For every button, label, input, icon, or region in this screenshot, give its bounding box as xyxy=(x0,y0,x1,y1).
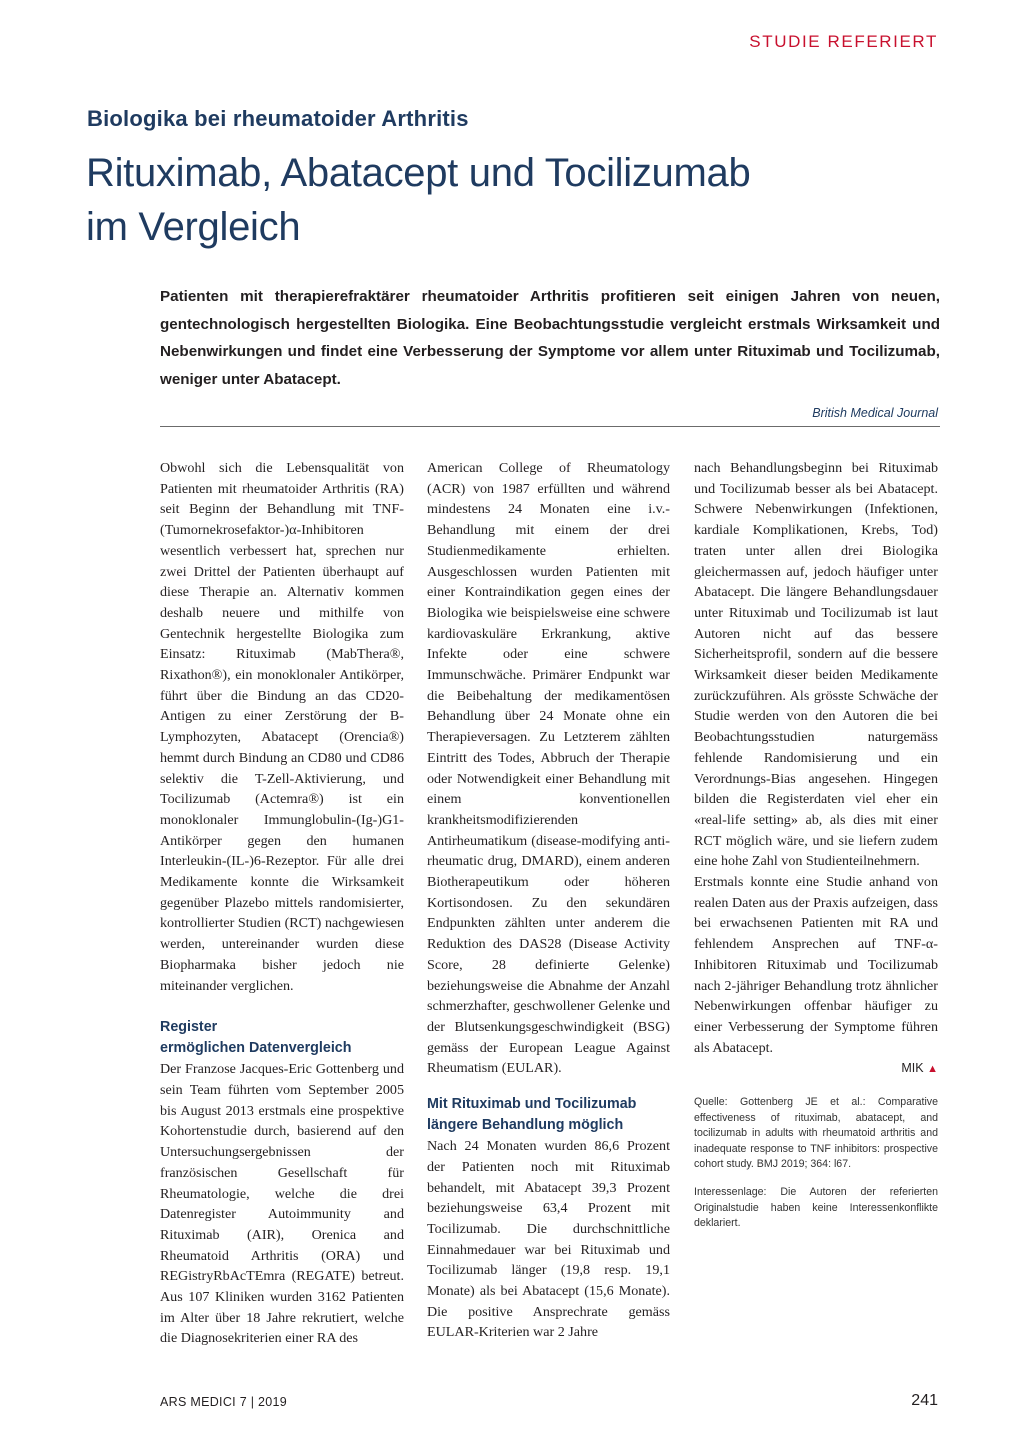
subheading-line: ermöglichen Datenvergleich xyxy=(160,1040,352,1057)
conflict-note: Interessenlage: Die Autoren der referierten Originalstudie haben keine Interessenkonflikte deklariert. xyxy=(694,1186,938,1230)
subheading-line: längere Behandlung möglich xyxy=(427,1117,624,1134)
body-paragraph: Erstmals konnte eine Studie anhand von realen Daten aus der Praxis aufzeigen, dass bei erwachsenen Patienten mit RA und fehlendem Ansprechen auf TNF-α-Inhibitoren Rituximab und Tocilizumab nach 2-jähriger Behandlung trotz ähnlicher Nebenwirkungen offenbar häufiger zu einer Verbesserung der Symptome führen als Abatacept. xyxy=(694,874,938,1056)
body-paragraph: Nach 24 Monaten wurden 86,6 Prozent der Patienten noch mit Rituximab behandelt, mit Abatacept 39,3 Prozent beziehungsweise 63,4 Prozent mit Tocilizumab. Die durchschnittliche Einnahmedauer war bei Rituximab und Tocilizumab länger (19,8 resp. 19,1 Monate) als bei Abatacept (15,6 Monate). Die positive Ansprechrate gemäss EULAR-Kriterien war 2 Jahre xyxy=(427,1138,670,1341)
body-paragraph: American College of Rheumatology (ACR) von 1987 erfüllten und während mindestens 24 Monaten eine i.v.-Behandlung mit einem der drei Studienmedikamente erhielten. Ausgeschlossen wurden Patienten mit einer Kontraindikation gegen eines der Biologika wie beispielsweise eine schwere kardiovaskuläre Erkrankung, aktive Infekte oder eine schwere Immunschwäche. Primärer Endpunkt war die Beibehaltung der medikamentösen Behandlung über 24 Monate ohne ein Therapieversagen. Zu Letzterem zählten Eintritt des Todes, Abbruch der Therapie oder Notwendigkeit einer Behandlung mit einem konventionellen krankheitsmodifizierenden Antirheumatikum (disease-modifying anti-rheumatic drug, DMARD), einem anderen Biotherapeutikum oder höheren Kortisondosen. Zu den sekundären Endpunkten zählten unter anderem die Reduktion des DAS28 (Disease Activity Score, 28 definierte Gelenke) beziehungsweise die Abnahme der Anzahl schmerzhafter, geschwollener Gelenke und der Blutsenkungsgeschwindigkeit (BSG) gemäss der European League Against Rheumatism (EULAR). xyxy=(427,460,670,1077)
subheading-line: Mit Rituximab und Tocilizumab xyxy=(427,1096,637,1113)
body-paragraph: nach Behandlungsbeginn bei Rituximab und Tocilizumab besser als bei Abatacept. Schwere Nebenwirkungen (Infektionen, kardiale Komplikationen, Krebs, Tod) traten unter allen drei Biologika gleichermassen auf, jedoch häufiger unter Abatacept. Die längere Behandlungsdauer unter Rituximab und Tocilizumab ist laut Autoren nicht auf das bessere Sicherheitsprofil, sondern auf die bessere Wirksamkeit dieser beiden Medikamente zurückzuführen. Als grösste Schwäche der Studie werden von den Autoren die bei Beobachtungsstudien naturgemäss fehlende Randomisierung und ein Verordnungs-Bias angesehen. Hingegen bilden die Registerdaten viel eher ein «real-life setting» ab, als dies mit einer RCT möglich wäre, und sie liefern zudem eine hohe Zahl von Studienteilnehmern. xyxy=(694,460,938,870)
end-marker-triangle-icon: ▲ xyxy=(927,1063,938,1076)
body-paragraph: Obwohl sich die Lebensqualität von Patienten mit rheumatoider Arthritis (RA) seit Beginn der Behandlung mit TNF-(Tumornekrosefaktor-)α-Inhibitoren wesentlich verbessert hat, sprechen nur zwei Drittel der Patienten überhaupt auf diese Therapie an. Alternativ kommen deshalb neuere und mithilfe von Gentechnik hergestellte Biologika zum Einsatz: Rituximab (MabThera®, Rixathon®), ein monoklonaler Antikörper, führt über die Bindung an das CD20-Antigen zu einer Zerstörung der B-Lymphozyten, Abatacept (Orencia®) hemmt durch Bindung an CD80 und CD86 selektiv die T-Zell-Aktivierung, und Tocilizumab (Actemra®) ist ein monoklonaler Immunglobulin-(Ig-)G1-Antikörper gegen den humanen Interleukin-(IL-)6-Rezeptor. Für alle drei Medikamente konnte die Wirksamkeit gegenüber Plazebo mittels randomisierter, kontrollierter Studien (RCT) nachgewiesen werden, untereinander wurden diese Biopharmaka bisher jedoch nie miteinander verglichen. xyxy=(160,460,404,994)
page-number: 241 xyxy=(911,1392,938,1409)
footer-issue: ARS MEDICI 7 | 2019 xyxy=(160,1395,288,1409)
section-label: STUDIE REFERIERT xyxy=(749,32,938,51)
source-note: Quelle: Gottenberg JE et al.: Comparative effectiveness of rituximab, abatacept, and tocilizumab in adults with rheumatoid arthritis and inadequate response to TNF inhibitors: prospective cohort study. BMJ 2019; 364: l67. xyxy=(694,1096,938,1171)
subheading-line: Register xyxy=(160,1019,218,1036)
article-headline xyxy=(86,146,846,254)
headline-line-1: Rituximab, Abatacept und Tocilizumab xyxy=(86,151,751,195)
column-3 xyxy=(694,458,938,1232)
article-lead: Patienten mit therapierefraktärer rheumatoider Arthritis profitieren seit einigen Jahren von neuen, gentechnologisch hergestellten Biologika. Eine Beobachtungsstudie vergleicht erstmals Wirksamkeit und Nebenwirkungen und findet eine Verbesserung der Symptome vor allem unter Rituximab und Tocilizumab, weniger unter Abatacept. xyxy=(160,288,940,388)
article-kicker: Biologika bei rheumatoider Arthritis xyxy=(87,106,469,131)
source-journal: British Medical Journal xyxy=(812,406,938,420)
author-initials: MIK xyxy=(901,1061,924,1076)
headline-line-2: im Vergleich xyxy=(86,205,301,249)
subheading-treatment xyxy=(427,1094,670,1136)
author-signature xyxy=(694,1058,938,1080)
divider-rule xyxy=(160,426,940,427)
subheading-register xyxy=(160,1017,404,1059)
column-2 xyxy=(427,458,670,1343)
body-paragraph: Der Franzose Jacques-Eric Gottenberg und sein Team führten vom September 2005 bis August 2013 erstmals eine prospektive Kohortenstudie durch, basierend auf den Untersuchungsergebnissen der französischen Gesellschaft für Rheumatologie, welche die drei Datenregister Autoimmunity and Rituximab (AIR), Orenica and Rheumatoid Arthritis (ORA) und REGistryRbAcTEmra (REGATE) betreut. Aus 107 Kliniken wurden 3162 Patienten im Alter über 18 Jahre rekrutiert, welche die Diagnosekriterien einer RA des xyxy=(160,1061,404,1347)
column-1 xyxy=(160,458,404,1349)
